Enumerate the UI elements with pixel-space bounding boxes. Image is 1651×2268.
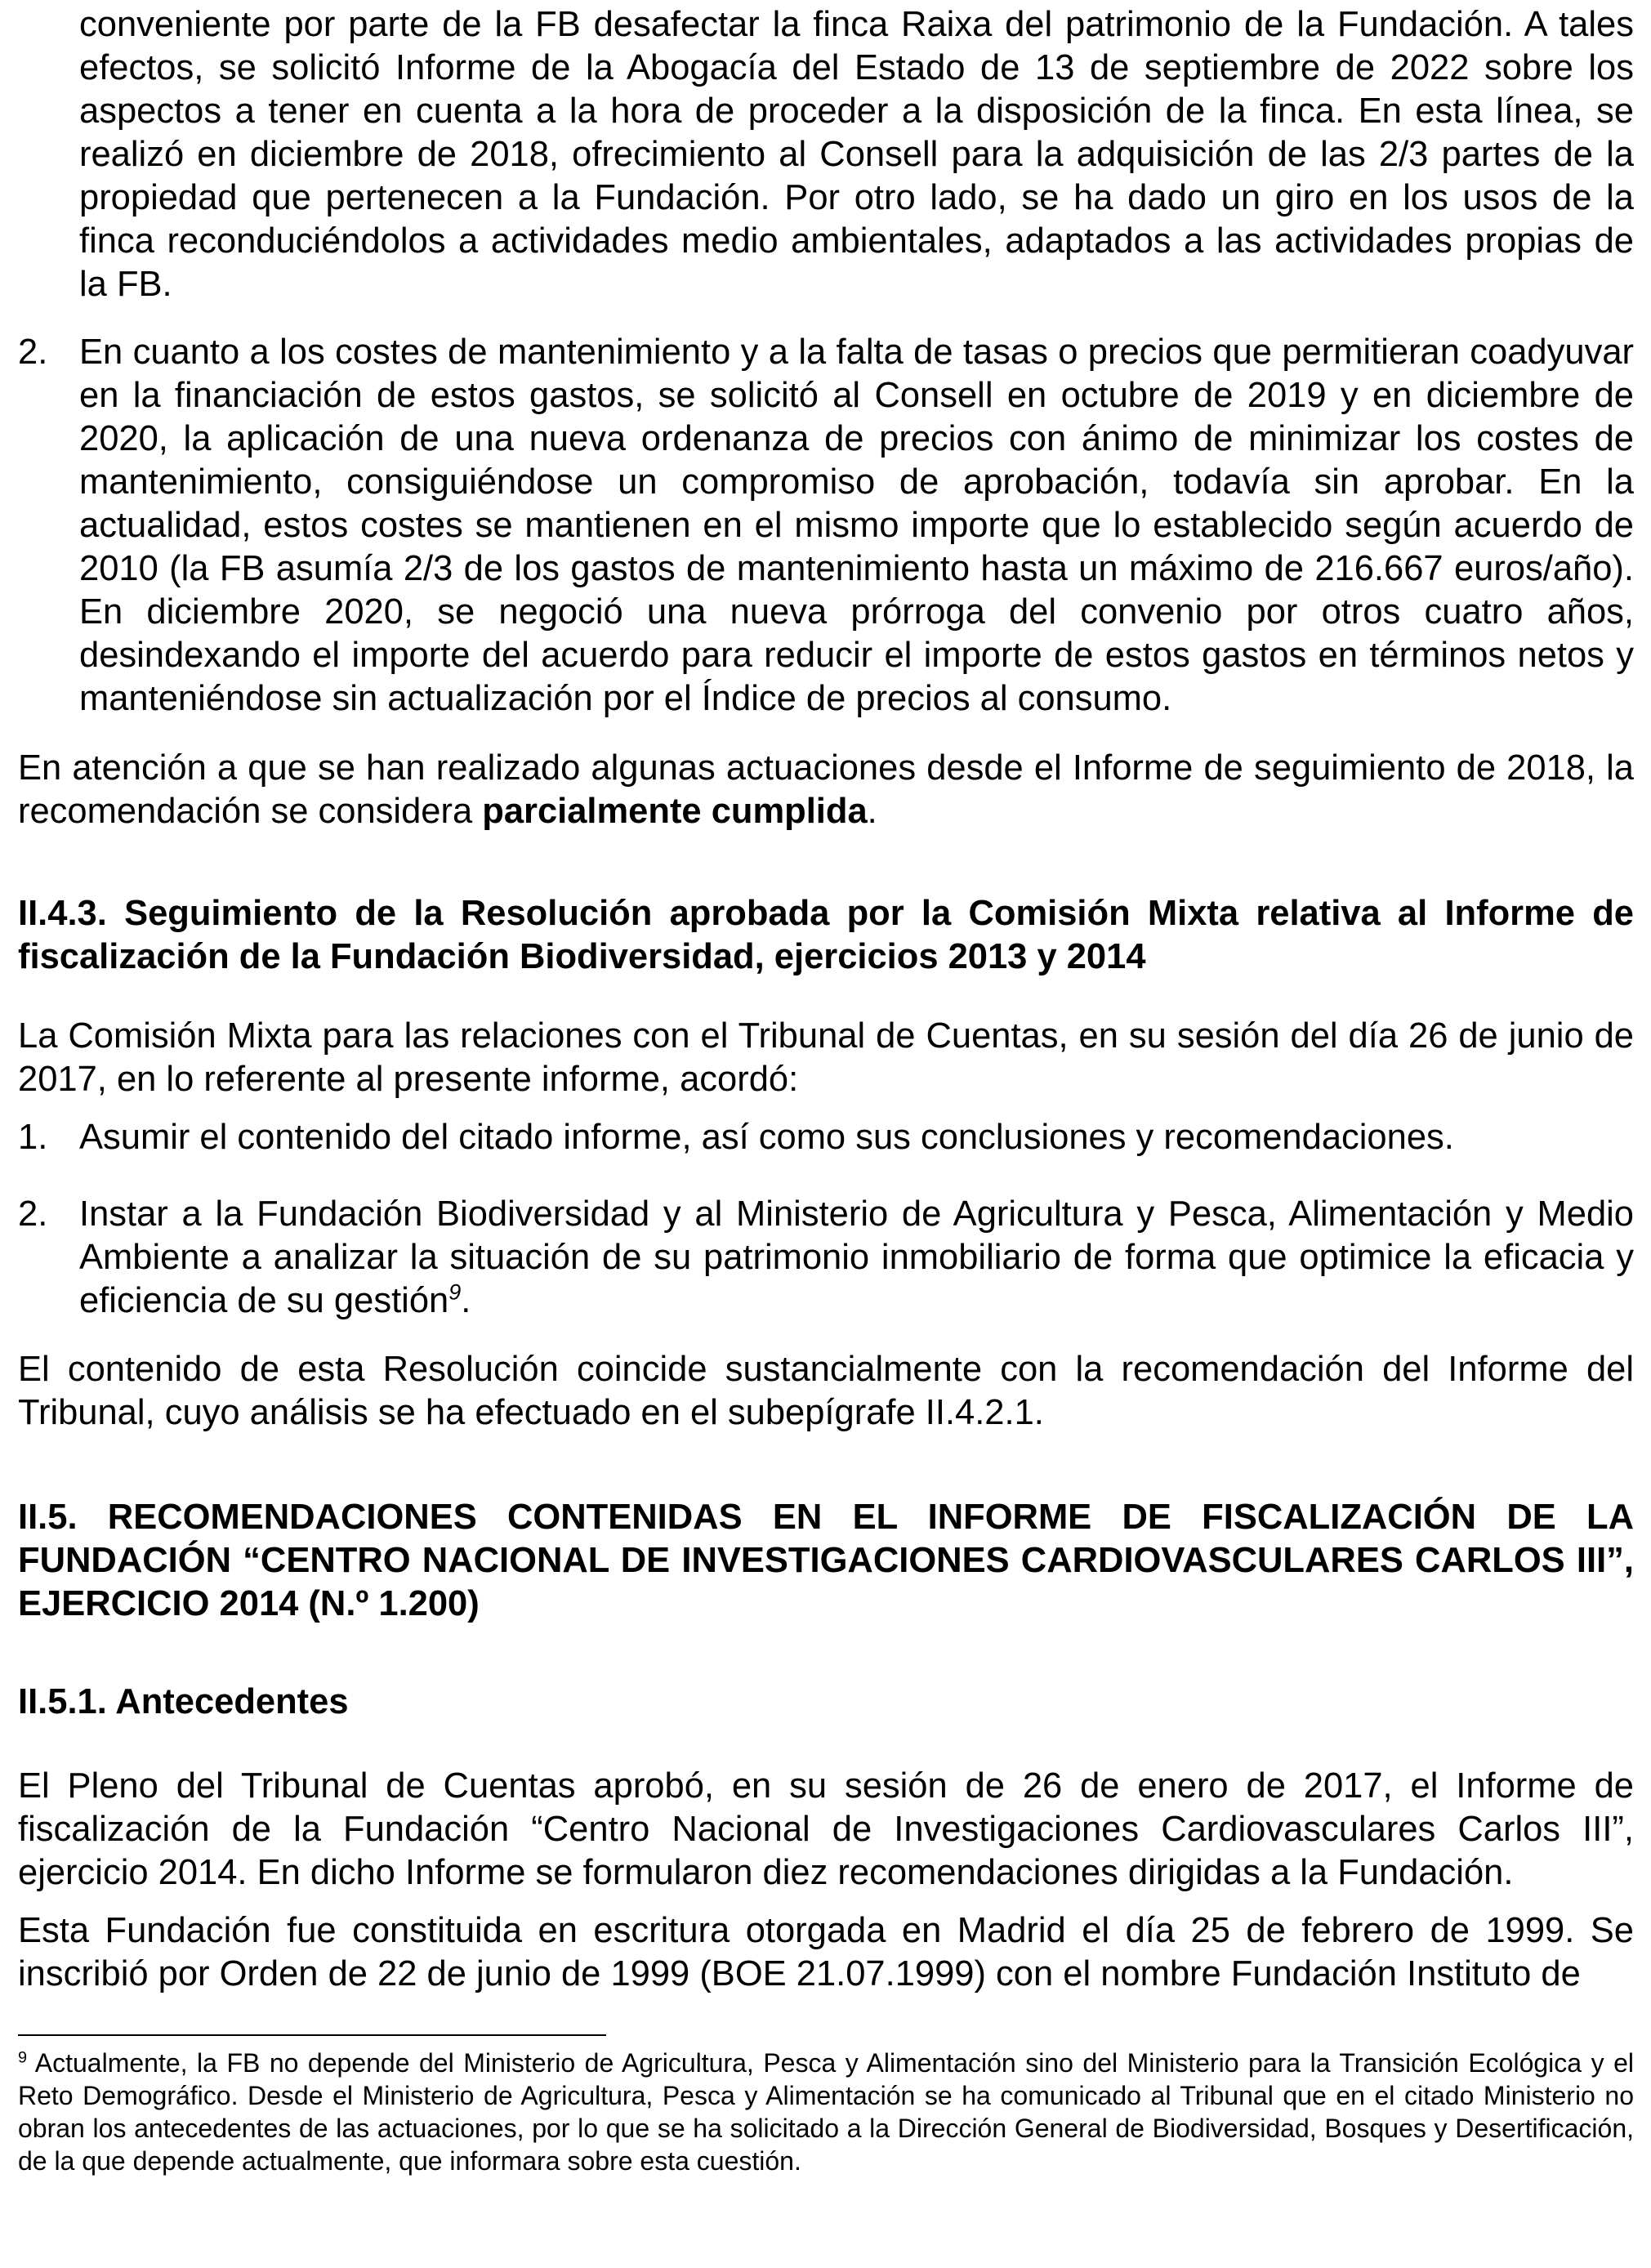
section-heading-II-5-1: II.5.1. Antecedentes	[18, 1682, 349, 1721]
footnote-ref: 9	[448, 1279, 462, 1305]
list-item-end: .	[461, 1281, 471, 1320]
conclusion-bold: parcialmente cumplida	[482, 792, 868, 831]
antecedentes-p2-block	[18, 1909, 1634, 1996]
res-item2-block	[18, 1193, 1634, 1323]
comision-intro-block	[18, 1015, 1634, 1101]
list-item-text: Asumir el contenido del citado informe, así como sus conclusiones y recomendaciones.	[79, 1118, 1454, 1157]
res-item1-block	[18, 1116, 1634, 1159]
comision-intro: La Comisión Mixta para las relaciones con el Tribunal de Cuentas, en su sesión del día 26 de junio de 2017, en lo referente al presente informe, acordó:	[18, 1016, 1634, 1099]
heading-25-block	[18, 1496, 1634, 1626]
p1-continuation: conveniente por parte de la FB desafectar la finca Raixa del patrimonio de la Fundación. A tales efectos, se solicitó Informe de la Abogacía del Estado de 13 de septiembre de 2022 sobre los aspectos a tener en cuenta a la hora de proceder a la disposición de la finca. En esta línea, se realizó en diciembre de 2018, ofrecimiento al Consell para la adquisición de las 2/3 partes de la propiedad que pertenecen a la Fundación. Por otro lado, se ha dado un giro en los usos de la finca reconduciéndolos a actividades medio ambientales, adaptados a las actividades propias de la FB.	[79, 5, 1634, 304]
list-item-text: En cuanto a los costes de mantenimiento y a la falta de tasas o precios que permitieran coadyuvar en la financiación de estos gastos, se solicitó al Consell en octubre de 2019 y en diciembre de 2020, la aplicación de una nueva ordenanza de precios con ánimo de minimizar los costes de mantenimiento, consiguiéndose un compromiso de aprobación, todavía sin aprobar. En la actualidad, estos costes se mantienen en el mismo importe que lo establecido según acuerdo de 2010 (la FB asumía 2/3 de los gastos de mantenimiento hasta un máximo de 216.667 euros/año). En diciembre 2020, se negoció una nueva prórroga del convenio por otros cuatro años, desindexando el importe del acuerdo para reducir el importe de estos gastos en términos netos y manteniéndose sin actualización por el Índice de precios al consumo.	[79, 333, 1634, 718]
p1-continuation-block	[18, 3, 1634, 306]
item2-block	[18, 331, 1634, 721]
resolution-item-2	[18, 1193, 1634, 1323]
list-item-text: Instar a la Fundación Biodiversidad y al Ministerio de Agricultura y Pesca, Alimentación y Medio Ambiente a analizar la situación de su patrimonio inmobiliario de forma que optimice la eficacia y eficiencia de su gestión	[79, 1194, 1634, 1320]
heading-251-block	[18, 1681, 1634, 1724]
section-heading-II-5: II.5. RECOMENDACIONES CONTENIDAS EN EL INFORME DE FISCALIZACIÓN DE LA FUNDACIÓN “CENTRO NACIONAL DE INVESTIGACIONES CARDIOVASCULARES CARLOS III”, EJERCICIO 2014 (N.º 1.200)	[18, 1498, 1634, 1623]
antecedentes-paragraph-2: Esta Fundación fue constituida en escritura otorgada en Madrid el día 25 de febrero de 1999. Se inscribió por Orden de 22 de junio de 1999 (BOE 21.07.1999) con el nombre Fundación Instituto de	[18, 1911, 1634, 1993]
resolution-item-1	[18, 1116, 1634, 1159]
conclusion-text: En atención a que se han realizado algunas actuaciones desde el Informe de seguimiento de 2018, la recomendación se considera	[18, 748, 1634, 831]
footnote-9	[18, 2047, 1634, 2177]
antecedentes-p1-block	[18, 1765, 1634, 1895]
conclusion-block	[18, 747, 1634, 833]
conclusion-end: .	[867, 792, 877, 831]
list-number: 1.	[18, 1118, 48, 1157]
conclusion-paragraph	[18, 747, 1634, 833]
coincide-block	[18, 1348, 1634, 1435]
list-item-2	[18, 331, 1634, 721]
list-number: 2.	[18, 333, 48, 372]
footnote-text: Actualmente, la FB no depende del Ministerio de Agricultura, Pesca y Alimentación sino del Ministerio para la Transición Ecológica y el Reto Demográfico. Desde el Ministerio de Agricultura, Pesca y Alimentación se ha comunicado al Tribunal que en el citado Ministerio no obran los antecedentes de las actuaciones, por lo que se ha solicitado a la Dirección General de Biodiversidad, Bosques y Desertificación, de la que depende actualmente, que informara sobre esta cuestión.	[18, 2048, 1634, 2176]
footnote-separator	[18, 2034, 606, 2036]
coincide-paragraph: El contenido de esta Resolución coincide sustancialmente con la recomendación del Informe del Tribunal, cuyo análisis se ha efectuado en el subepígrafe II.4.2.1.	[18, 1350, 1634, 1432]
heading-243-block	[18, 892, 1634, 979]
section-heading-II-4-3: II.4.3. Seguimiento de la Resolución aprobada por la Comisión Mixta relativa al Informe de fiscalización de la Fundación Biodiversidad, ejercicios 2013 y 2014	[18, 894, 1634, 976]
footnote-number: 9	[18, 2048, 28, 2067]
list-number: 2.	[18, 1194, 48, 1234]
antecedentes-paragraph-1: El Pleno del Tribunal de Cuentas aprobó, en su sesión de 26 de enero de 2017, el Informe de fiscalización de la Fundación “Centro Nacional de Investigaciones Cardiovasculares Carlos III”, ejercicio 2014. En dicho Informe se formularon diez recomendaciones dirigidas a la Fundación.	[18, 1766, 1634, 1892]
